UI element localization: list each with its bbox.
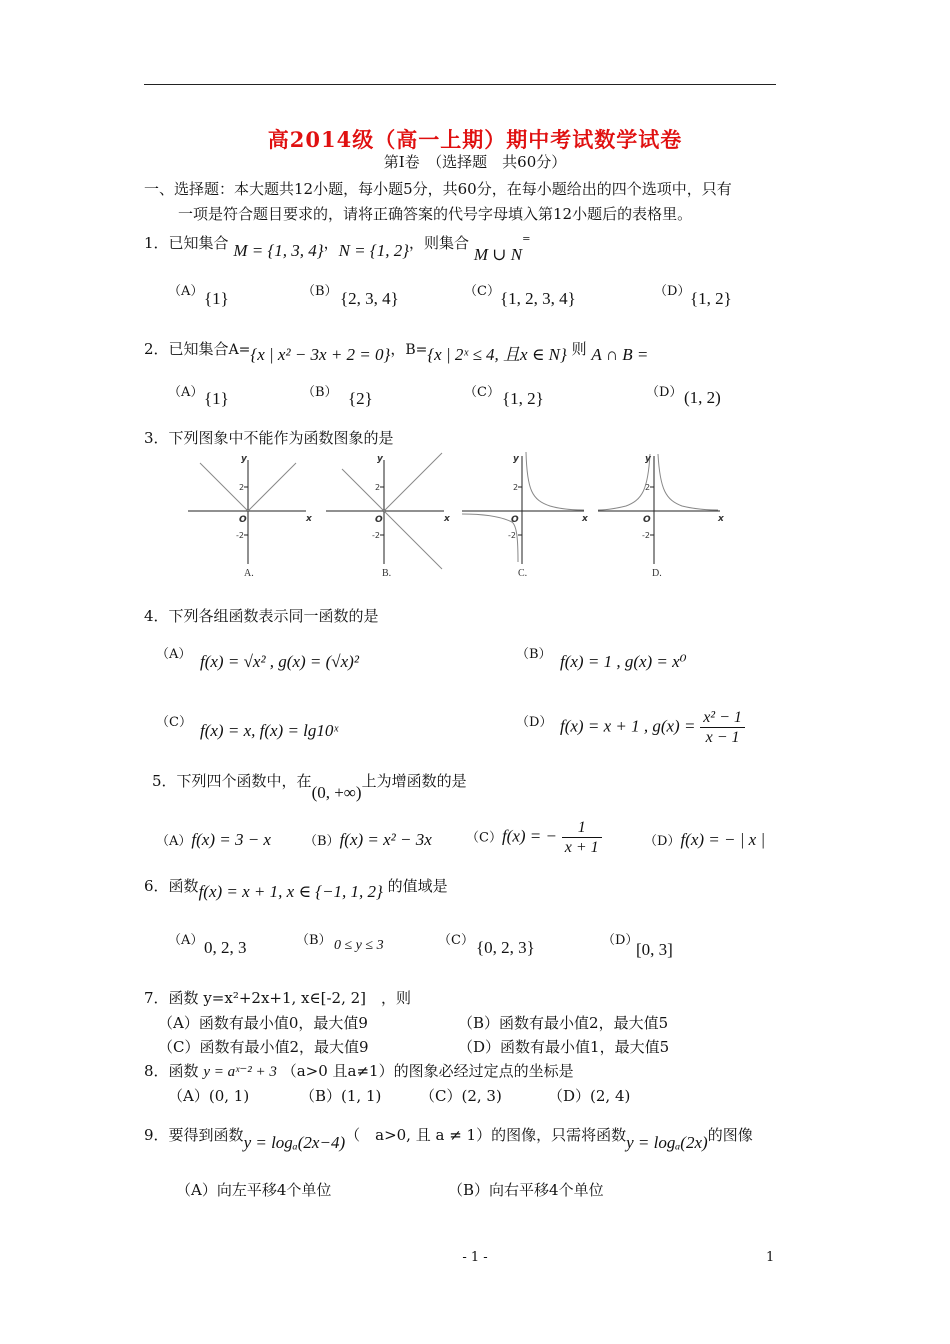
axis-label-x: x	[582, 514, 588, 524]
option-label: （A）	[168, 385, 204, 400]
option-label: （A）	[156, 834, 192, 849]
option-value: {1}	[204, 389, 229, 408]
question-number: 9．	[144, 1126, 169, 1144]
math-interval: (0, +∞)	[311, 783, 362, 802]
tick-label-pos: 2	[375, 483, 381, 492]
question-5-options	[156, 830, 271, 850]
option-value: 0, 2, 3	[204, 938, 247, 957]
fraction-numerator: x² − 1	[700, 708, 745, 728]
section-instructions-line2: 一项是符合题目要求的，请将正确答案的代号字母填入第12小题后的表格里。	[178, 205, 693, 223]
option-label: （B）	[516, 647, 552, 662]
question-text: 函数	[168, 877, 199, 895]
math-set-a: {x | x² − 3x + 2 = 0}	[250, 345, 391, 364]
option-value: 函数有最小值2，最大值9	[199, 1038, 369, 1056]
axis-label-y: y	[645, 454, 651, 464]
option-label: （B）	[300, 1087, 342, 1105]
question-number: 8．	[144, 1062, 169, 1080]
origin-label: O	[375, 515, 383, 525]
option-value: {1, 2, 3, 4}	[500, 289, 576, 308]
option-label: （D）	[602, 933, 639, 948]
option-label: （D）	[644, 834, 681, 849]
axis-label-x: x	[444, 514, 450, 524]
math-set-b: {x | 2ˣ ≤ 4, 且x ∈ N}	[427, 345, 567, 364]
option-label: （D）	[458, 1038, 501, 1056]
option-value: {1}	[204, 289, 229, 308]
fraction-denominator: x − 1	[705, 729, 740, 746]
question-text: 已知集合	[168, 340, 229, 358]
question-text: 则	[571, 340, 587, 358]
question-8-option-b	[300, 1085, 381, 1106]
option-label: （C）	[464, 385, 500, 400]
question-text: 要得到函数	[168, 1126, 244, 1144]
section-instructions-line1: 一、选择题：本大题共12小题，每小题5分，共60分，在每小题给出的四个选项中，只有	[144, 180, 732, 198]
question-5-option-d	[644, 830, 765, 850]
tick-label-neg: -2	[372, 531, 380, 540]
question-text: 下列图象中不能作为函数图象的是	[168, 429, 394, 447]
option-value: (0, 1)	[208, 1087, 250, 1105]
question-text: 上为增函数的是	[361, 772, 467, 790]
axis-label-y: y	[513, 454, 519, 464]
question-text: 函数 y=x²+2x+1, x∈[-2, 2] ，则	[168, 989, 412, 1007]
math-expression: y = aˣ⁻² + 3	[203, 1064, 277, 1080]
graph-c	[460, 450, 592, 586]
question-text: ，则集合	[409, 234, 470, 252]
option-label: （B）	[458, 1014, 500, 1032]
graph-b	[324, 450, 454, 586]
separator: ，	[323, 234, 339, 252]
option-label: （B）	[304, 834, 340, 849]
graph-a	[186, 450, 316, 586]
separator: ，	[390, 340, 406, 358]
page-title: 高2014级（高一上期）期中考试数学试卷	[267, 127, 683, 152]
curve-up	[384, 453, 442, 511]
option-label: （C）	[466, 830, 502, 846]
math-set-n: N = {1, 2}	[338, 241, 410, 260]
page-number: - 1 -	[462, 1250, 488, 1265]
option-value: (1, 2)	[684, 388, 721, 407]
set-b-prefix: B=	[405, 342, 428, 358]
graph-d	[596, 450, 728, 586]
tick-label-neg: -2	[642, 531, 650, 540]
option-value: 函数有最小值1，最大值5	[500, 1038, 670, 1056]
option-value: (1, 1)	[341, 1087, 382, 1105]
option-value: {2, 3, 4}	[340, 289, 399, 308]
option-value: {0, 2, 3}	[476, 938, 535, 957]
axis-label-y: y	[241, 454, 247, 464]
option-value: f(x) = 3 − x	[191, 830, 271, 849]
axis-label-y: y	[377, 454, 383, 464]
option-value-text: f(x) = −	[501, 826, 557, 846]
option-label: （A）	[156, 647, 192, 662]
option-value: 向右平移4个单位	[489, 1181, 604, 1199]
axis-label-x: x	[306, 514, 312, 524]
option-label: （D）	[548, 1087, 591, 1105]
graph-caption: D.	[652, 568, 662, 579]
question-number: 5．	[152, 772, 177, 790]
question-3-stem	[144, 427, 394, 448]
question-number: 4．	[144, 607, 169, 625]
question-number: 2．	[144, 340, 169, 358]
origin-label: O	[239, 515, 247, 525]
question-7-option-a	[158, 1012, 368, 1033]
question-7-stem	[144, 987, 411, 1008]
curve-right	[526, 452, 584, 510]
question-5-stem	[152, 770, 467, 802]
question-7-option-b	[458, 1012, 668, 1033]
graph-caption: C.	[518, 568, 528, 579]
option-value: (2, 4)	[590, 1087, 631, 1105]
option-value: f(x) = √x² , g(x) = (√x)²	[200, 652, 359, 671]
question-number: 6．	[144, 877, 169, 895]
tick-label-pos: 2	[645, 483, 651, 492]
option-value-text: f(x) = x + 1 , g(x) =	[560, 716, 696, 736]
question-text: 已知集合	[168, 234, 229, 252]
math-expression: f(x) = x + 1, x ∈ {−1, 1, 2}	[198, 882, 383, 901]
option-label: （C）	[156, 715, 192, 730]
option-label: （A）	[168, 1087, 209, 1105]
question-number: 1．	[144, 234, 169, 252]
option-label: （C）	[158, 1038, 200, 1056]
tick-label-pos: 2	[239, 483, 245, 492]
equals-sign: =	[522, 234, 531, 245]
origin-label: O	[511, 515, 519, 525]
option-label: （C）	[420, 1087, 462, 1105]
question-9-option-a	[176, 1179, 331, 1200]
option-value: {1, 2}	[502, 389, 544, 408]
option-label: （C）	[438, 933, 474, 948]
question-6-stem	[144, 875, 448, 901]
question-number: 3．	[144, 429, 169, 447]
axis-label-x: x	[718, 514, 724, 524]
question-2-stem	[144, 334, 649, 364]
question-8-option-a	[168, 1085, 249, 1106]
question-9-option-b	[448, 1179, 604, 1200]
question-9-stem	[144, 1124, 753, 1152]
tick-label-pos: 2	[513, 483, 519, 492]
curve-down	[384, 511, 442, 569]
option-value: 函数有最小值0，最大值9	[198, 1014, 368, 1032]
option-label: （D）	[646, 385, 683, 400]
tick-label-neg: -2	[236, 531, 244, 540]
question-5-option-b	[304, 830, 432, 850]
option-label: （B）	[448, 1181, 490, 1199]
option-value: f(x) = x, f(x) = lg10ˣ	[200, 721, 339, 740]
curve-right	[248, 463, 296, 511]
question-8-option-d	[548, 1085, 630, 1106]
option-value: {1, 2}	[690, 289, 732, 308]
option-value: f(x) = x² − 3x	[339, 830, 432, 849]
option-label: （B）	[302, 284, 338, 299]
question-text: 函数	[168, 1062, 199, 1080]
graph-caption: A.	[244, 568, 254, 579]
option-label: （B）	[302, 385, 338, 400]
question-text: 的图像	[707, 1126, 753, 1144]
curve-left	[598, 454, 650, 510]
option-label: （D）	[516, 715, 553, 730]
page-subtitle: 第Ⅰ卷 （选择题 共60分）	[383, 153, 567, 171]
option-label: （C）	[464, 284, 500, 299]
origin-label: O	[643, 515, 651, 525]
option-label: （A）	[176, 1181, 217, 1199]
option-label: （A）	[168, 284, 204, 299]
fraction	[700, 708, 745, 747]
question-text: （a>0 且a≠1）的图象必经过定点的坐标是	[281, 1062, 574, 1080]
option-value: 向左平移4个单位	[216, 1181, 332, 1199]
fraction-numerator: 1	[562, 818, 602, 838]
header-rule	[144, 84, 776, 85]
question-8-stem	[144, 1060, 574, 1081]
option-label: （B）	[296, 933, 332, 948]
math-expression: A ∩ B =	[591, 345, 649, 364]
set-a-prefix: A=	[228, 342, 251, 358]
question-4-stem	[144, 605, 379, 626]
option-value: [0, 3]	[636, 940, 673, 959]
question-text: 的值域是	[387, 877, 448, 895]
option-value: f(x) = 1 , g(x) = x⁰	[560, 652, 687, 671]
option-value: (2, 3)	[461, 1087, 502, 1105]
option-value: {2}	[348, 389, 373, 408]
question-7-option-c	[158, 1036, 369, 1057]
question-text: 下列各组函数表示同一函数的是	[168, 607, 379, 625]
question-8-option-c	[420, 1085, 502, 1106]
option-value	[560, 708, 745, 747]
option-label: （A）	[168, 933, 204, 948]
question-5-option-c	[466, 818, 602, 857]
math-expression-2: y = logₐ(2x)	[626, 1133, 708, 1152]
question-7-option-d	[458, 1036, 669, 1057]
graph-caption: B.	[382, 568, 392, 579]
option-value: f(x) = − | x |	[680, 830, 766, 849]
option-label: （A）	[158, 1014, 199, 1032]
option-value: 函数有最小值2，最大值5	[499, 1014, 669, 1032]
fraction	[562, 818, 602, 857]
curve-right	[658, 454, 718, 510]
question-text: 的图像，只需将函数	[491, 1126, 627, 1144]
condition-text: （ a>0, 且 a ≠ 1）	[345, 1126, 492, 1144]
math-set-m: M = {1, 3, 4}	[233, 241, 324, 260]
question-text: 下列四个函数中，在	[176, 772, 312, 790]
question-1-stem	[144, 232, 531, 264]
tick-label-neg: -2	[508, 531, 516, 540]
math-expression-1: y = logₐ(2x−4)	[243, 1133, 346, 1152]
option-value: 0 ≤ y ≤ 3	[334, 938, 384, 953]
page-number-right: 1	[766, 1250, 775, 1265]
option-label: （D）	[654, 284, 691, 299]
question-number: 7．	[144, 989, 169, 1007]
math-expression: M ∪ N	[473, 245, 523, 264]
fraction-denominator: x + 1	[564, 839, 599, 856]
